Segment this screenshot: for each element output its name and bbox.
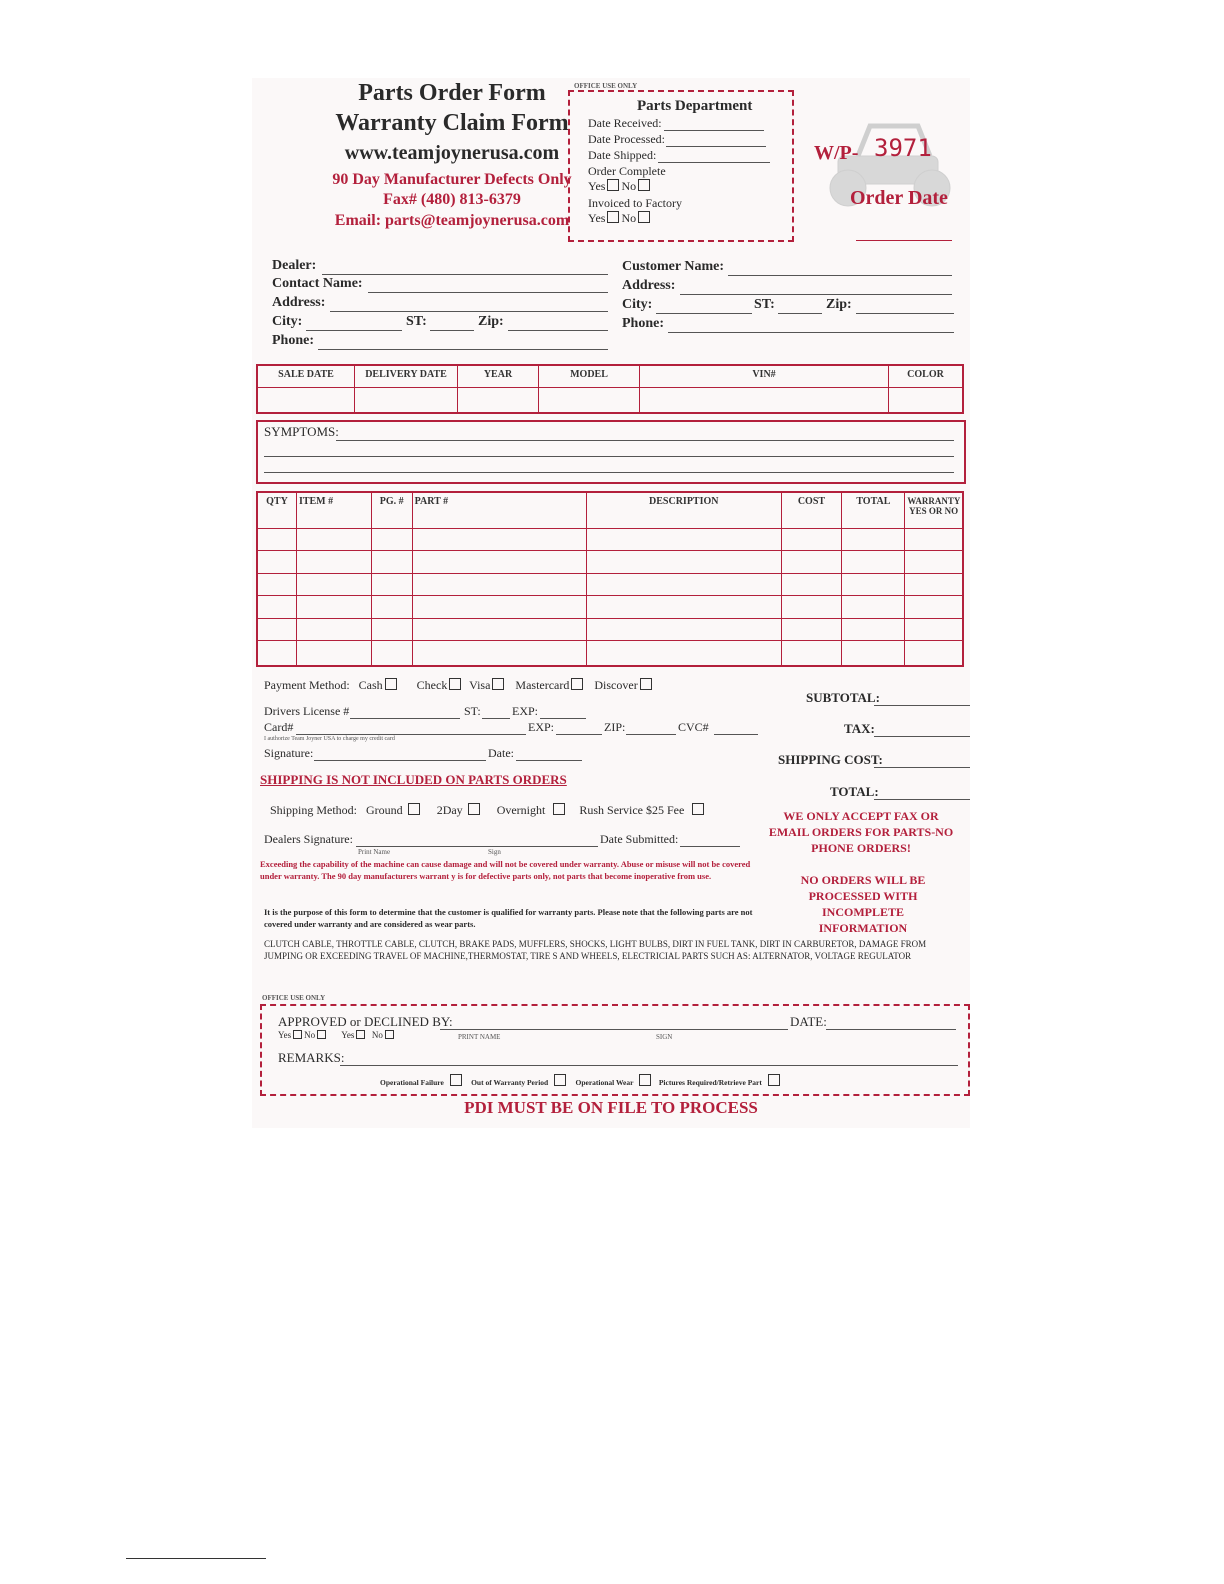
customer-name-field[interactable] (728, 275, 952, 276)
table-row (257, 573, 963, 596)
license-exp-label: EXP: (512, 704, 539, 718)
card-zip-label: ZIP: (604, 720, 626, 734)
pictures-checkbox[interactable] (768, 1074, 780, 1086)
subtotal-field[interactable] (874, 705, 970, 706)
card-field[interactable] (296, 734, 526, 735)
date-processed-label: Date Processed: (588, 132, 665, 146)
discover-checkbox[interactable] (640, 678, 652, 690)
dealer-signature-field[interactable] (356, 846, 598, 847)
defects-note: 90 Day Manufacturer Defects Only (332, 171, 572, 188)
declined-no-checkbox[interactable] (385, 1030, 394, 1039)
order-complete-no-checkbox[interactable] (638, 179, 650, 191)
model-header: MODEL (539, 365, 640, 387)
color-header: COLOR (889, 365, 964, 387)
date-submitted-label: Date Submitted: (600, 832, 679, 846)
delivery-date-cell[interactable] (355, 387, 458, 413)
fax-number: Fax# (480) 813-6379 (383, 191, 521, 208)
approved-options: Yes No Yes No (278, 1030, 396, 1040)
table-row (257, 641, 963, 666)
warranty-header: WARRANTY YES OR NO (905, 492, 963, 528)
qty-header: QTY (257, 492, 296, 528)
dealer-signature-label: Dealers Signature: (264, 832, 353, 846)
date-received-field[interactable] (664, 130, 764, 131)
parts-dept-title: Parts Department (637, 98, 753, 114)
vin-cell[interactable] (640, 387, 889, 413)
invoiced-label: Invoiced to Factory (588, 196, 682, 210)
customer-st-label: ST: (754, 297, 775, 312)
dealer-city-field[interactable] (306, 330, 402, 331)
wp-label: W/P- (814, 142, 859, 164)
signature-date-label: Date: (488, 746, 514, 760)
part-header: PART # (412, 492, 586, 528)
tax-label: TAX: (844, 721, 875, 736)
form-sheet (252, 78, 970, 1128)
purpose-text: It is the purpose of this form to determine that the customer is qualified for warranty parts. Please note that the following parts are not covered under warranty and are considered as wear parts. (264, 907, 753, 929)
no-orders-notice: NO ORDERS WILL BE PROCESSED WITH INCOMPLETE INFORMATION (800, 873, 926, 935)
mastercard-checkbox[interactable] (571, 678, 583, 690)
wp-number: 3971 (874, 134, 932, 162)
cvc-field[interactable] (714, 734, 758, 735)
dealer-st-field[interactable] (430, 330, 474, 331)
approved-label: APPROVED or DECLINED BY: (278, 1014, 453, 1029)
rush-checkbox[interactable] (692, 803, 704, 815)
customer-phone-field[interactable] (668, 332, 954, 333)
website: www.teamjoynerusa.com (344, 142, 560, 164)
item-header: ITEM # (296, 492, 371, 528)
symptoms-label: SYMPTOMS: (264, 424, 339, 439)
exclusions-text: CLUTCH CABLE, THROTTLE CABLE, CLUTCH, BRAKE PADS, MUFFLERS, SHOCKS, LIGHT BULBS, DIRT IN FUEL TANK, DIRT IN CARBURETOR, DAMAGE FROM JUMPING OR EXCEEDING TRAVEL OF MACHINE,THERMOSTAT, TIRE S AND WHEELS, ELECTRICIAL PARTS SUCH AS: ALTERNATOR, VOLTAGE REGULATOR (264, 939, 927, 961)
office-use-tag: OFFICE USE ONLY (574, 82, 638, 90)
dealer-address-field[interactable] (330, 311, 608, 312)
order-date-field[interactable] (856, 240, 952, 241)
dealer-address-label: Address: (272, 295, 326, 310)
shipping-method-row: Shipping Method: Ground 2Day Overnight Rush Service $25 Fee (270, 803, 706, 818)
customer-phone-label: Phone: (622, 316, 664, 331)
order-complete-options: Yes No (588, 179, 652, 194)
sale-date-cell[interactable] (257, 387, 355, 413)
vin-header: VIN# (640, 365, 889, 387)
table-row (257, 618, 963, 641)
shipping-cost-field[interactable] (874, 767, 970, 768)
payment-method-row: Payment Method: Cash Check Visa Mastercard Discover (264, 678, 654, 693)
license-field[interactable] (350, 718, 460, 719)
dealer-city-label: City: (272, 314, 303, 329)
shipping-cost-label: SHIPPING COST: (778, 752, 883, 767)
year-header: YEAR (458, 365, 539, 387)
symptoms-box[interactable] (256, 420, 966, 484)
cost-header: COST (781, 492, 842, 528)
print-name-caption: Print Name (358, 848, 391, 856)
approved-date-label: DATE: (790, 1014, 827, 1029)
invoiced-no-checkbox[interactable] (638, 211, 650, 223)
description-header: DESCRIPTION (587, 492, 781, 528)
total-label: TOTAL: (830, 784, 879, 799)
out-of-warranty-checkbox[interactable] (554, 1074, 566, 1086)
overnight-checkbox[interactable] (553, 803, 565, 815)
tax-field[interactable] (874, 736, 970, 737)
authorize-text: I authorize Team Joyner USA to charge my credit card (264, 736, 395, 742)
license-st-field[interactable] (482, 718, 510, 719)
reason-options: Operational Failure Out of Warranty Period Operational Wear Pictures Required/Retrieve Part (380, 1074, 782, 1087)
symptoms-line-2 (264, 456, 954, 457)
parts-table (256, 491, 964, 667)
approved-date-field[interactable] (826, 1029, 956, 1030)
customer-address-label: Address: (622, 278, 676, 293)
form-title-parts: Parts Order Form (358, 80, 546, 106)
operational-failure-checkbox[interactable] (450, 1074, 462, 1086)
cash-checkbox[interactable] (385, 678, 397, 690)
card-exp-label: EXP: (528, 720, 555, 734)
visa-checkbox[interactable] (492, 678, 504, 690)
table-row (257, 528, 963, 551)
date-processed-field[interactable] (666, 146, 766, 147)
sign-caption: Sign (488, 848, 501, 856)
customer-city-label: City: (622, 297, 653, 312)
invoiced-options: Yes No (588, 211, 652, 226)
invoiced-yes-checkbox[interactable] (607, 211, 619, 223)
dealer-zip-field[interactable] (508, 330, 608, 331)
license-exp-field[interactable] (540, 718, 586, 719)
dealer-label: Dealer: (272, 258, 317, 273)
ground-checkbox[interactable] (408, 803, 420, 815)
shipping-note: SHIPPING IS NOT INCLUDED ON PARTS ORDERS (260, 772, 567, 787)
date-shipped-field[interactable] (658, 162, 770, 163)
signature-label: Signature: (264, 746, 314, 760)
model-cell[interactable] (539, 387, 640, 413)
approved-field[interactable] (440, 1029, 788, 1030)
sign-bottom-caption: SIGN (656, 1033, 673, 1041)
email: Email: parts@teamjoynerusa.com (334, 212, 570, 229)
total-header: TOTAL (842, 492, 905, 528)
office-use-bottom-tag: OFFICE USE ONLY (262, 994, 326, 1002)
dealer-field[interactable] (322, 274, 608, 275)
dealer-phone-field[interactable] (318, 349, 608, 350)
fax-only-notice: WE ONLY ACCEPT FAX OR EMAIL ORDERS FOR PARTS-NO PHONE ORDERS! (768, 809, 954, 855)
card-zip-field[interactable] (626, 734, 676, 735)
dealer-zip-label: Zip: (478, 314, 504, 329)
customer-address-field[interactable] (680, 294, 952, 295)
customer-zip-field[interactable] (856, 313, 954, 314)
subtotal-label: SUBTOTAL: (806, 690, 880, 705)
customer-city-field[interactable] (656, 313, 752, 314)
footnote-rule (126, 1558, 266, 1559)
card-label: Card# (264, 720, 294, 734)
contact-name-label: Contact Name: (272, 276, 363, 291)
dealer-phone-label: Phone: (272, 333, 314, 348)
date-submitted-field[interactable] (680, 846, 740, 847)
warning-text: Exceeding the capability of the machine can cause damage and will not be covered under warranty. Abuse or misuse will not be covered under warranty. The 90 day manufacturers warrant y is for defective parts only, not parts that become inoperative from use. (260, 859, 751, 881)
approved-yes-checkbox[interactable] (293, 1030, 302, 1039)
pdi-footer: PDI MUST BE ON FILE TO PROCESS (464, 1098, 758, 1117)
license-st-label: ST: (464, 704, 481, 718)
total-field[interactable] (874, 799, 970, 800)
operational-wear-checkbox[interactable] (639, 1074, 651, 1086)
symptoms-line-3 (264, 472, 954, 473)
date-received-label: Date Received: (588, 116, 662, 130)
order-complete-label: Order Complete (588, 164, 666, 178)
dealer-st-label: ST: (406, 314, 427, 329)
declined-yes-checkbox[interactable] (356, 1030, 365, 1039)
vehicle-table (256, 364, 964, 414)
customer-st-field[interactable] (778, 313, 822, 314)
date-shipped-label: Date Shipped: (588, 148, 657, 162)
order-date-label: Order Date (850, 187, 948, 209)
customer-zip-label: Zip: (826, 297, 852, 312)
approved-no-checkbox[interactable] (317, 1030, 326, 1039)
print-name-bottom-caption: PRINT NAME (458, 1033, 501, 1041)
year-cell[interactable] (458, 387, 539, 413)
pg-header: PG. # (371, 492, 412, 528)
contact-name-field[interactable] (368, 292, 608, 293)
license-label: Drivers License # (264, 704, 350, 718)
symptoms-line-1 (336, 440, 954, 441)
delivery-date-header: DELIVERY DATE (355, 365, 458, 387)
check-checkbox[interactable] (449, 678, 461, 690)
cvc-label: CVC# (678, 720, 709, 734)
signature-field[interactable] (314, 760, 486, 761)
order-complete-yes-checkbox[interactable] (607, 179, 619, 191)
table-row (257, 596, 963, 619)
table-row (257, 551, 963, 574)
remarks-field[interactable] (340, 1065, 958, 1066)
remarks-label: REMARKS: (278, 1050, 345, 1065)
form-title-warranty: Warranty Claim Form (335, 110, 569, 136)
twoday-checkbox[interactable] (468, 803, 480, 815)
color-cell[interactable] (889, 387, 964, 413)
card-exp-field[interactable] (556, 734, 602, 735)
sale-date-header: SALE DATE (257, 365, 355, 387)
customer-name-label: Customer Name: (622, 259, 724, 274)
signature-date-field[interactable] (516, 760, 582, 761)
